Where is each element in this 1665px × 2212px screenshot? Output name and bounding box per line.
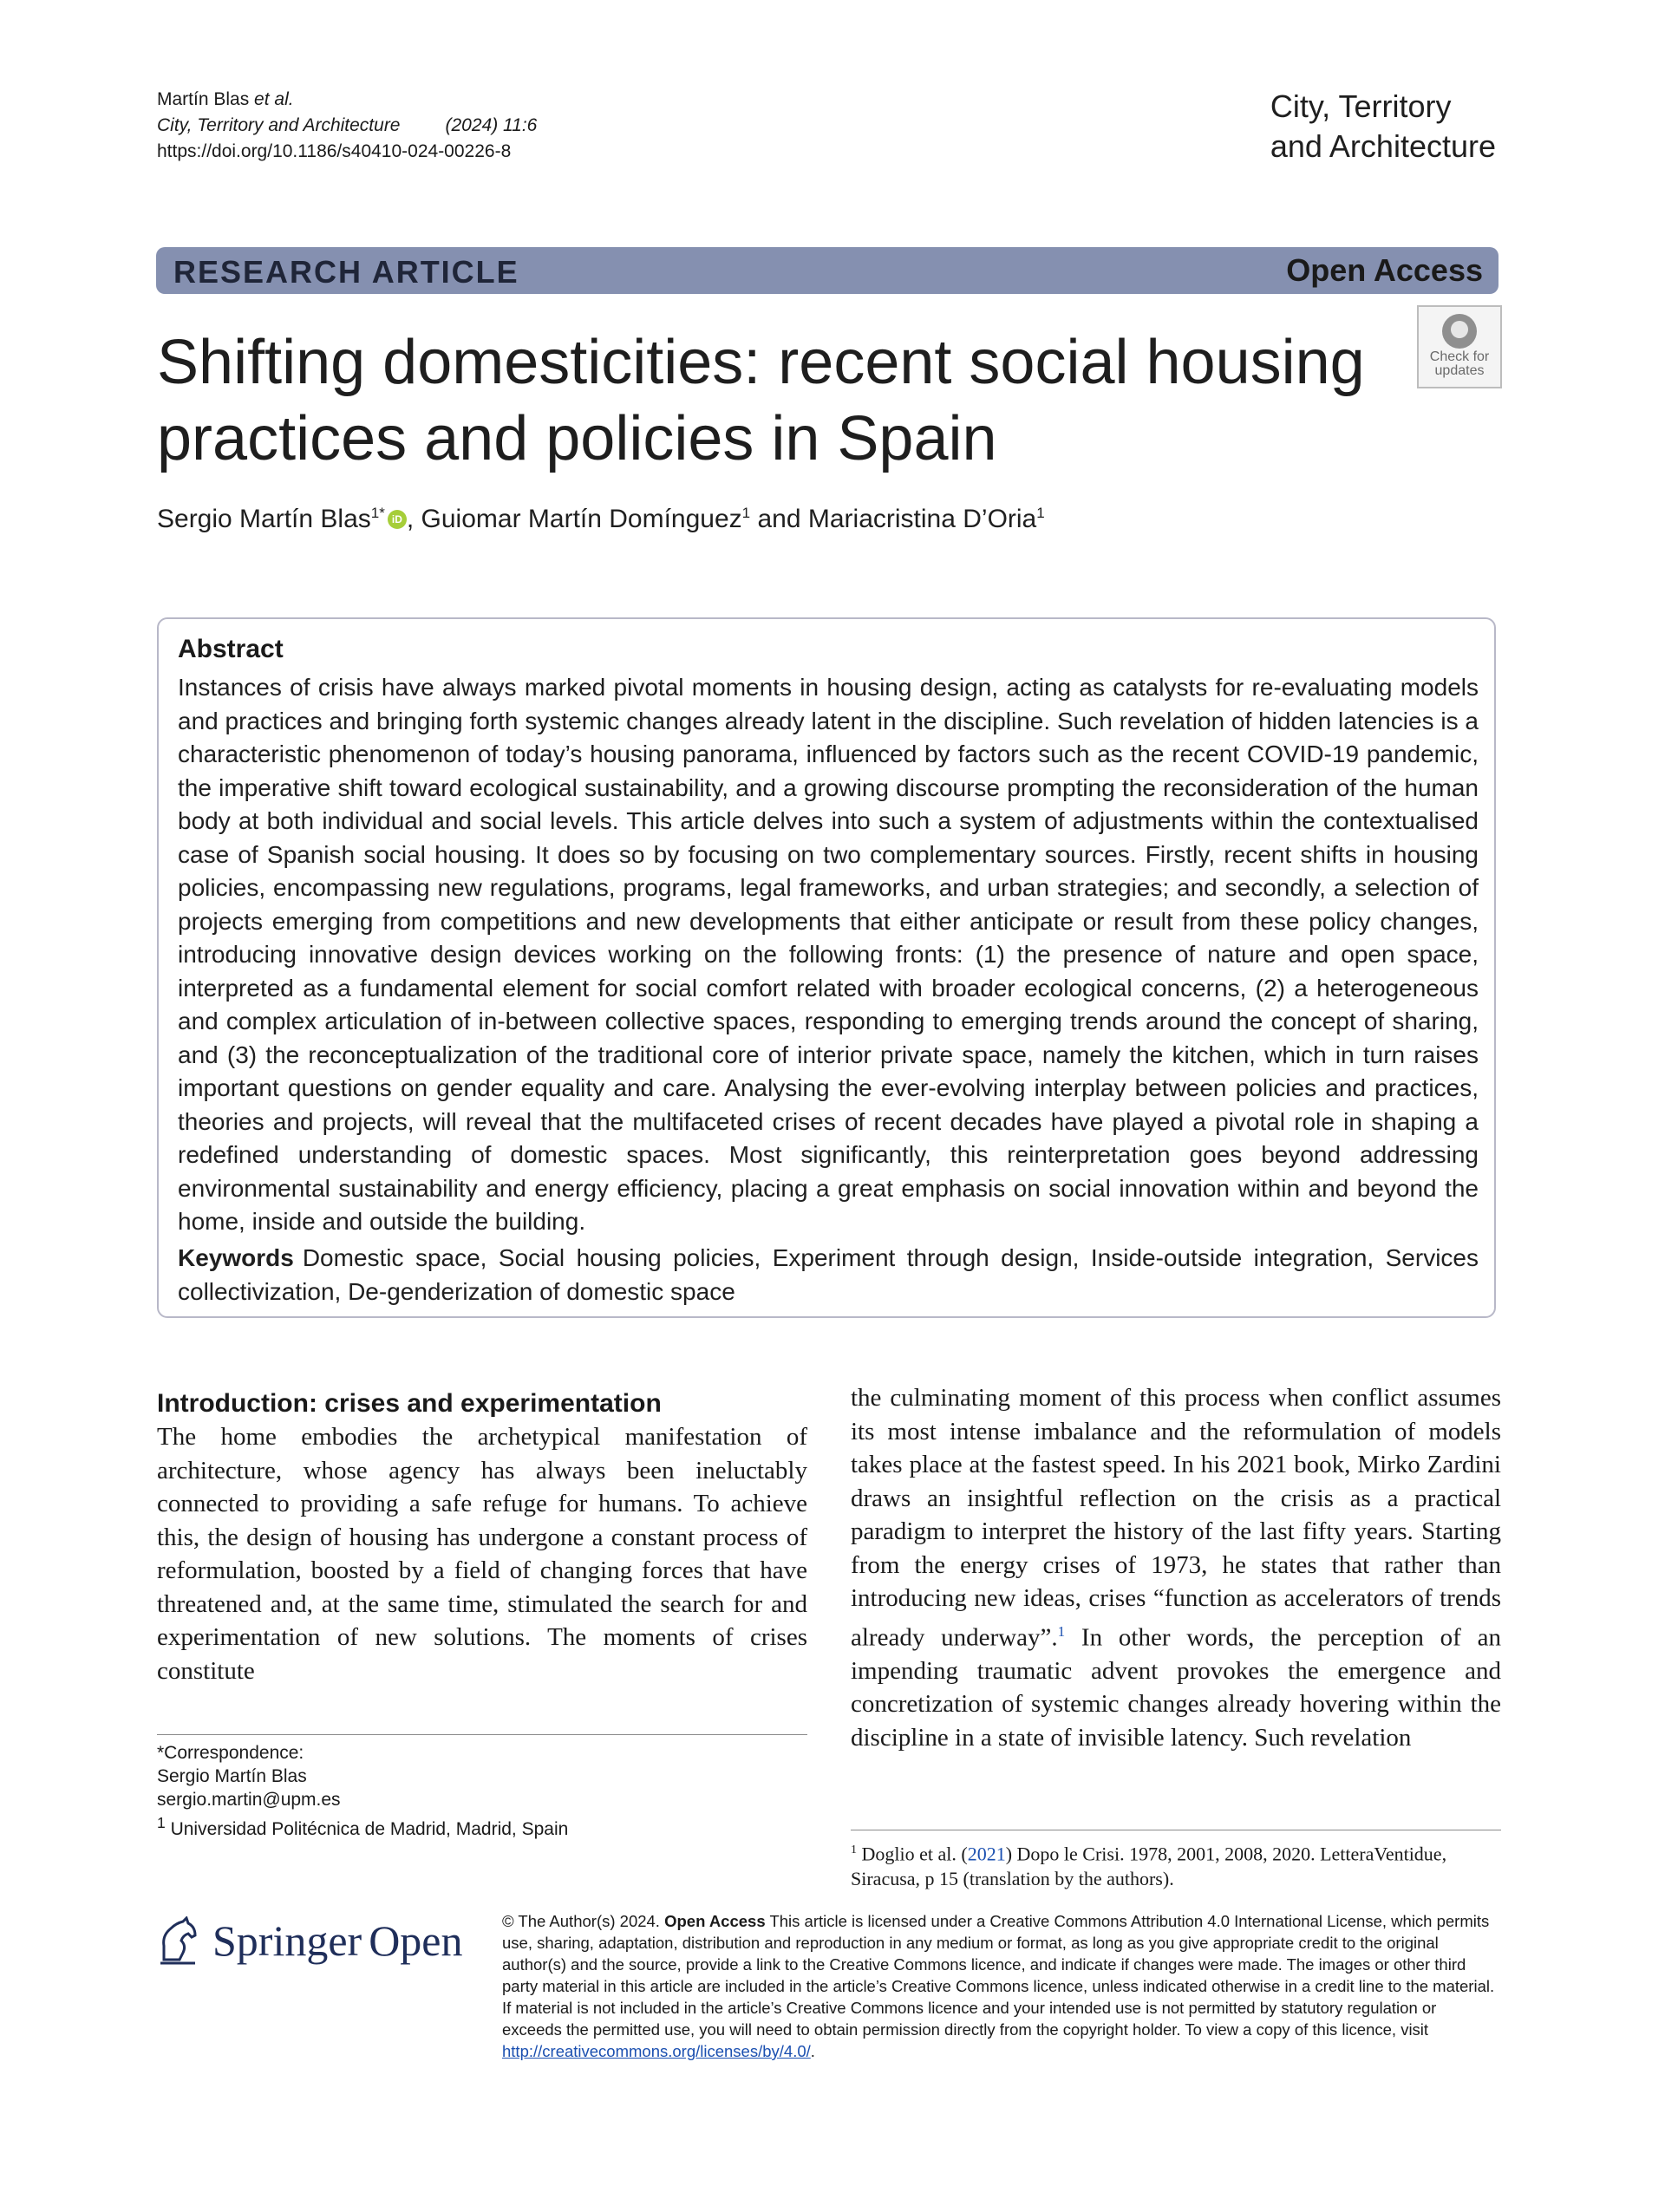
correspondence-email[interactable]: sergio.martin@upm.es <box>157 1790 341 1810</box>
abstract-section <box>157 617 1496 1318</box>
author-3[interactable]: and Mariacristina D’Oria <box>750 505 1037 533</box>
orcid-icon[interactable]: iD <box>388 510 407 529</box>
journal-name: City, Territory and Architecture <box>1270 88 1496 164</box>
abstract-text: Instances of crisis have always marked pivotal moments in housing design, acting as catalysts for re-evaluating models and practices and bringing forth systemic changes already latent in the discipline. Such revelation of hidden latencies is a characteristic phenomenon of today’s housing panorama, influenced by factors such as the recent COVID-19 pandemic, the imperative shift toward ecological sustainability, and a growing discourse prompting the reconsideration of the human body at both individual and social levels. This article delves into such a system of adjustments within the contextualised case of Spanish social housing. It does so by focusing on two complementary sources. Firstly, recent shifts in housing policies, encompassing new regulations, programs, legal frameworks, and urban strategies; and secondly, a selection of projects emerging from competitions and new developments that either anticipate or result from these policy changes, introducing innovative design devices working on the following fronts: (1) the presence of nature and open space, interpreted as a fundamental element for social comfort related with broader ecological concerns, (2) a heterogeneous and complex articulation of in-between collective spaces, responding to emerging trends around the concept of sharing, and (3) the reconceptualization of the traditional core of interior private space, namely the kitchen, which in turn raises important questions on gender equality and care. Analysing the ever-evolving interplay between policies and practices, theories and projects, will reveal that the multifaceted crises of recent decades have played a pivotal role in shaping a redefined understanding of domestic spaces. Most significantly, this reinterpretation goes beyond addressing environmental sustainability and energy efficiency, placing a great emphasis on social innovation within and beyond the home, inside and outside the building. <box>178 674 1479 1235</box>
footnote-ref-1[interactable]: 1 <box>1057 1622 1066 1640</box>
springer-horse-icon <box>157 1916 200 1965</box>
author-list: Sergio Martín Blas$^{1*}$ iD , Guiomar Martín Domínguez$^1$ and Mariacristina D’Oria$^1$ <box>157 505 1045 533</box>
keywords <box>178 1242 1479 1308</box>
intro-paragraph: The home embodies the archetypical manifestation of architecture, whose agency has always been ineluctably connected to providing a safe refuge for humans. To achieve this, the design of housing has undergone a constant process of reformulation, boosted by a field of changing forces that have threatened and, at the same time, stimulated the search for and experimentation of new solutions. The moments of crises constitute <box>157 1423 807 1685</box>
journal-citation: City, Territory and Architecture (2024) 11:6 <box>157 115 538 135</box>
check-updates-icon <box>1442 314 1477 349</box>
license-statement: © The Author(s) 2024. Open Access This article is licensed under a Creative Commons Attribution 4.0 International License, which permits use, sharing, adaptation, distribution and reproduction in any medium or format, as long as you give appropriate credit to the original author(s) and the source, provide a link to the Creative Commons licence, and indicate if changes were made. The images or other third party material in this article are included in the article’s Creative Commons licence, unless indicated otherwise in a credit line to the material. If material is not included in the article’s Creative Commons licence and your intended use is not permitted by statutory regulation or exceeds the permitted use, you will need to obtain permission directly from the copyright holder. To view a copy of this licence, visit http://creativecommons.org/licenses/by/4.0/. <box>502 1912 1495 2060</box>
intro-right-column: the culminating moment of this process when conflict assumes its most intense imbalance and the reformulation of models takes place at the fastest speed. In his 2021 book, Mirko Zardini draws an insightful reflection on the crisis as a practical paradigm to interpret the history of the last fifty years. Starting from the energy crises of 1973, he states that rather than introducing new ideas, crises “function as accelerators of trends already underway”.$^1$ In other words, the perception of an impending traumatic advent provokes the emergence and concretization of systemic changes already hovering within the discipline in a state of invisible latency. Such revelation <box>851 1384 1501 1752</box>
author-1[interactable]: Sergio Martín Blas <box>157 505 371 533</box>
article-title: Shifting domesticities: recent social housing practices and policies in Spain <box>157 328 1365 473</box>
check-for-updates-badge[interactable]: Check for updates <box>1417 305 1502 388</box>
doi-link[interactable]: https://doi.org/10.1186/s40410-024-00226-8 <box>157 141 512 161</box>
intro-left-column <box>157 1387 807 1687</box>
author-2[interactable]: , Guiomar Martín Domínguez <box>406 505 742 533</box>
section-heading: Introduction: crises and experimentation <box>157 1389 662 1418</box>
running-authors: Martín Blas et al. <box>157 89 294 109</box>
article-type-label: RESEARCH ARTICLE <box>173 254 519 290</box>
article-type-banner <box>156 247 1498 294</box>
reference-link[interactable]: 2021 <box>967 1843 1006 1865</box>
abstract-heading: Abstract <box>178 635 284 663</box>
correspondence: *Correspondence: Sergio Martín Blas sergio.martin@upm.es $^1$ Universidad Politécnica de Madrid, Madrid, Spain <box>157 1743 569 1839</box>
correspondence-divider <box>157 1734 807 1735</box>
keywords-list: Domestic space, Social housing policies, Experiment through design, Inside-outside integration, Services collectivization, De-genderization of domestic space <box>178 1244 1479 1305</box>
license-link[interactable]: http://creativecommons.org/licenses/by/4.0/ <box>502 2042 811 2060</box>
citation-block <box>157 87 537 165</box>
keywords-label: Keywords <box>178 1244 294 1271</box>
footnote-1: $^1$ Doglio et al. (2021) Dopo le Crisi. 1978, 2001, 2008, 2020. LetteraVentidue, Siracusa, p 15 (translation by the authors). <box>851 1843 1447 1890</box>
open-access-label: Open Access <box>1286 252 1483 288</box>
springer-open-logo: Springer Open <box>157 1915 463 1967</box>
